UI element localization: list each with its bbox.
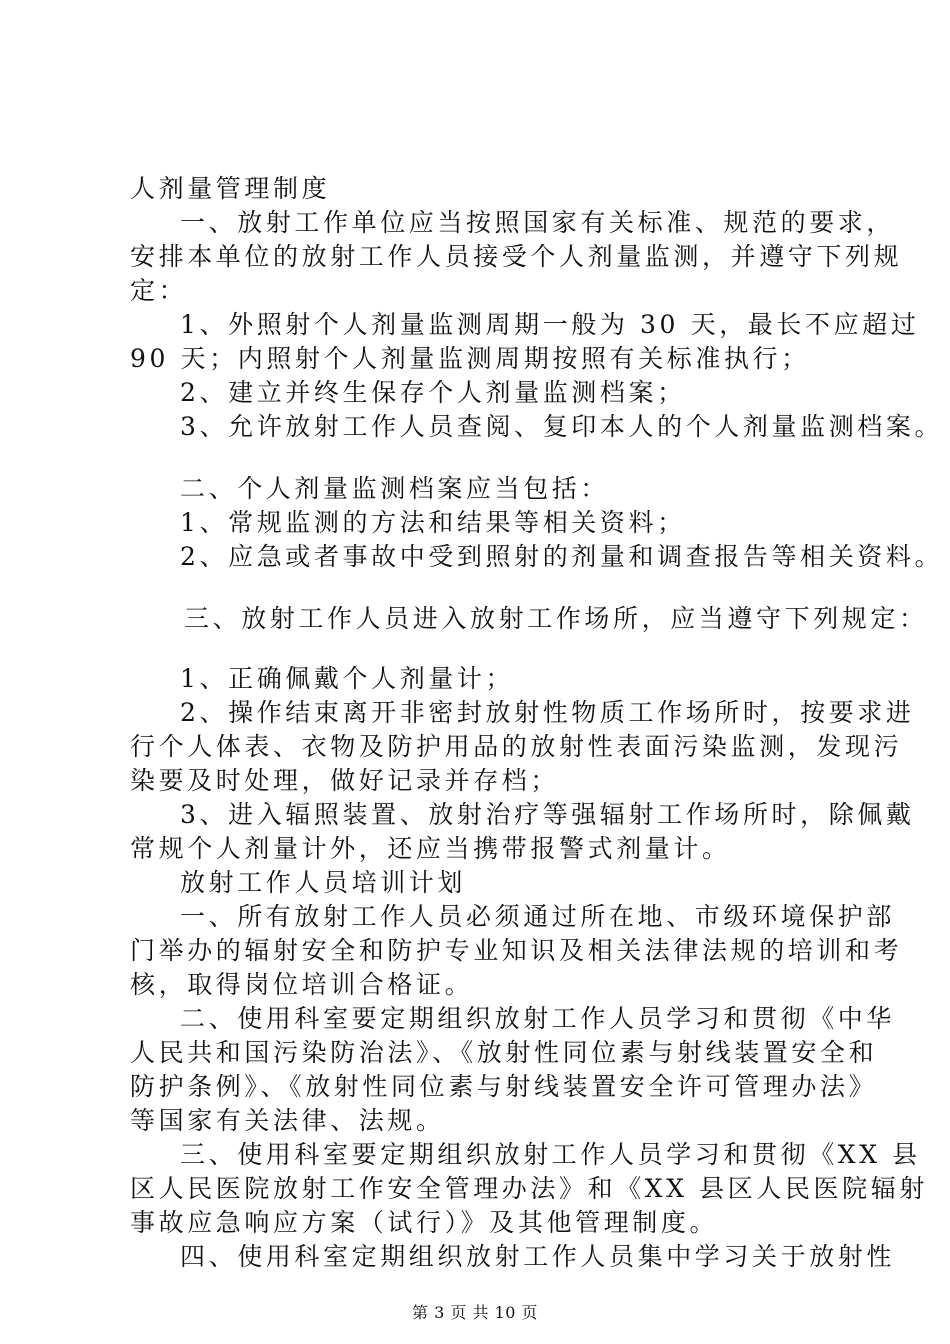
paragraph-line: 染要及时处理，做好记录并存档； bbox=[130, 766, 560, 795]
paragraph-line: 三、使用科室要定期组织放射工作人员学习和贯彻《XX 县 bbox=[180, 1140, 921, 1169]
paragraph-line: 事故应急响应方案（试行）》及其他管理制度。 bbox=[130, 1208, 719, 1237]
paragraph-line: 二、个人剂量监测档案应当包括： bbox=[180, 474, 610, 503]
paragraph-line: 区人民医院放射工作安全管理办法》和《XX 县区人民医院辐射 bbox=[130, 1174, 928, 1203]
paragraph-line: 行个人体表、衣物及防护用品的放射性表面污染监测，发现污 bbox=[130, 732, 903, 761]
paragraph-line: 1、外照射个人剂量监测周期一般为 30 天，最长不应超过 bbox=[180, 310, 920, 339]
paragraph-line: 核，取得岗位培训合格证。 bbox=[130, 970, 474, 999]
paragraph-line: 定： bbox=[130, 276, 188, 305]
paragraph-line: 3、允许放射工作人员查阅、复印本人的个人剂量监测档案。 bbox=[180, 412, 944, 441]
paragraph-line: 一、放射工作单位应当按照国家有关标准、规范的要求， bbox=[180, 208, 896, 237]
paragraph-line: 三、放射工作人员进入放射工作场所，应当遵守下列规定： bbox=[184, 604, 928, 633]
paragraph-line: 2、操作结束离开非密封放射性物质工作场所时，按要求进 bbox=[180, 698, 915, 727]
paragraph-line: 3、进入辐照装置、放射治疗等强辐射工作场所时，除佩戴 bbox=[180, 800, 915, 829]
paragraph-line: 1、正确佩戴个人剂量计； bbox=[180, 664, 515, 693]
paragraph-line: 四、使用科室定期组织放射工作人员集中学习关于放射性 bbox=[180, 1242, 896, 1271]
paragraph-line: 一、所有放射工作人员必须通过所在地、市级环境保护部 bbox=[180, 902, 896, 931]
paragraph-line: 90 天；内照射个人剂量监测周期按照有关标准执行； bbox=[130, 344, 810, 373]
paragraph-line: 人民共和国污染防治法》、《放射性同位素与射线装置安全和 bbox=[130, 1038, 878, 1067]
page-number-footer: 第 3 页 共 10 页 bbox=[412, 1303, 538, 1322]
paragraph-line: 2、建立并终生保存个人剂量监测档案； bbox=[180, 378, 686, 407]
section-title-dose-management: 人剂量管理制度 bbox=[130, 174, 331, 203]
paragraph-line: 安排本单位的放射工作人员接受个人剂量监测，并遵守下列规 bbox=[130, 242, 903, 271]
paragraph-line: 二、使用科室要定期组织放射工作人员学习和贯彻《中华 bbox=[180, 1004, 896, 1033]
paragraph-line: 等国家有关法律、法规。 bbox=[130, 1106, 445, 1135]
paragraph-line: 防护条例》、《放射性同位素与射线装置安全许可管理办法》 bbox=[130, 1072, 878, 1101]
paragraph-line: 1、常规监测的方法和结果等相关资料； bbox=[180, 508, 686, 537]
paragraph-line: 常规个人剂量计外，还应当携带报警式剂量计。 bbox=[130, 834, 731, 863]
section-title-training-plan: 放射工作人员培训计划 bbox=[180, 868, 467, 897]
paragraph-line: 门举办的辐射安全和防护专业知识及相关法律法规的培训和考 bbox=[130, 936, 903, 965]
paragraph-line: 2、应急或者事故中受到照射的剂量和调查报告等相关资料。 bbox=[180, 542, 944, 571]
